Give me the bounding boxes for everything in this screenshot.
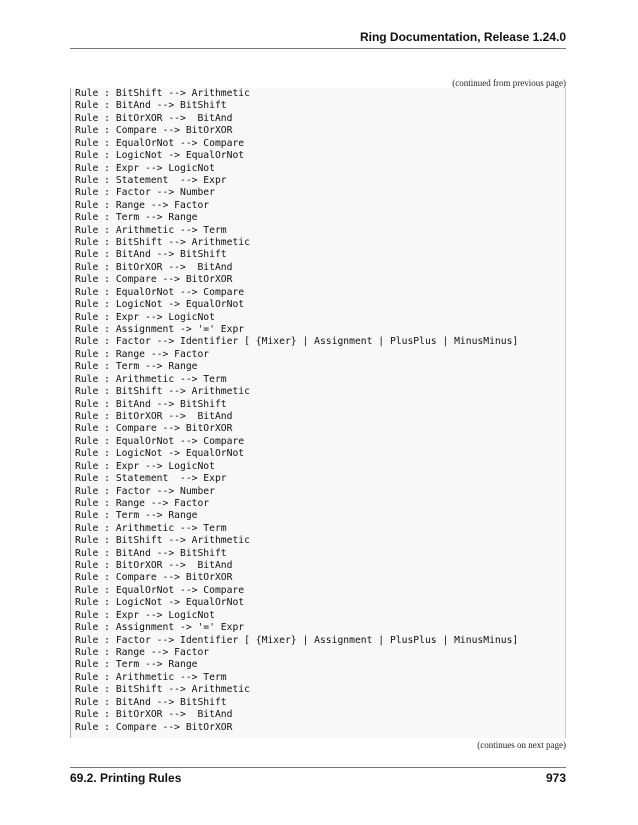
code-line: Rule : EqualOrNot --> Compare [75, 435, 245, 447]
code-line: Rule : Expr --> LogicNot [75, 460, 215, 472]
code-line: Rule : Term --> Range [75, 361, 198, 373]
code-line: Rule : BitOrXOR --> BitAnd [75, 709, 233, 721]
code-line: Rule : Range --> Factor [75, 199, 210, 211]
footer-section-title: 69.2. Printing Rules [70, 771, 182, 785]
code-line: Rule : Term --> Range [75, 510, 198, 522]
code-listing [71, 88, 565, 734]
code-line: Rule : Assignment -> '=' Expr [75, 622, 245, 634]
code-line: Rule : BitShift --> Arithmetic [75, 88, 250, 99]
code-line: Rule : Expr --> LogicNot [75, 162, 215, 174]
code-line: Rule : Term --> Range [75, 212, 198, 224]
code-line: Rule : BitAnd --> BitShift [75, 249, 227, 261]
code-line: Rule : BitShift --> Arithmetic [75, 535, 250, 547]
code-line: Rule : BitOrXOR --> BitAnd [75, 410, 233, 422]
code-line: Rule : Factor --> Number [75, 485, 215, 497]
code-line: Rule : BitShift --> Arithmetic [75, 684, 250, 696]
code-line: Rule : Arithmetic --> Term [75, 522, 227, 534]
code-line: Rule : LogicNot -> EqualOrNot [75, 299, 245, 311]
code-line: Rule : BitOrXOR --> BitAnd [75, 560, 233, 572]
code-line: Rule : BitAnd --> BitShift [75, 100, 227, 112]
code-line: Rule : BitAnd --> BitShift [75, 398, 227, 410]
code-line: Rule : EqualOrNot --> Compare [75, 137, 245, 149]
footer-divider [70, 767, 566, 768]
code-block [70, 88, 566, 738]
code-line: Rule : Range --> Factor [75, 348, 210, 360]
code-line: Rule : Range --> Factor [75, 497, 210, 509]
code-line: Rule : Assignment -> '=' Expr [75, 324, 245, 336]
page-header-title: Ring Documentation, Release 1.24.0 [359, 30, 566, 44]
code-line: Rule : Factor --> Identifier [ {Mixer} | Assignment | PlusPlus | MinusMinus] [75, 336, 519, 348]
code-line: Rule : Term --> Range [75, 659, 198, 671]
code-line: Rule : Compare --> BitOrXOR [75, 274, 233, 286]
code-line: Rule : EqualOrNot --> Compare [75, 584, 245, 596]
code-line: Rule : Range --> Factor [75, 646, 210, 658]
code-line: Rule : BitShift --> Arithmetic [75, 386, 250, 398]
code-line: Rule : Factor --> Number [75, 187, 215, 199]
code-line: Rule : Arithmetic --> Term [75, 224, 227, 236]
footer-page-number: 973 [545, 771, 566, 785]
code-line: Rule : BitAnd --> BitShift [75, 547, 227, 559]
code-line: Rule : LogicNot -> EqualOrNot [75, 597, 245, 609]
code-line: Rule : LogicNot -> EqualOrNot [75, 448, 245, 460]
code-line: Rule : BitOrXOR --> BitAnd [75, 112, 233, 124]
code-line: Rule : Arithmetic --> Term [75, 671, 227, 683]
code-line: Rule : LogicNot -> EqualOrNot [75, 150, 245, 162]
code-line: Rule : BitOrXOR --> BitAnd [75, 261, 233, 273]
code-line: Rule : Compare --> BitOrXOR [75, 125, 233, 137]
code-line: Rule : EqualOrNot --> Compare [75, 286, 245, 298]
code-line: Rule : BitAnd --> BitShift [75, 696, 227, 708]
code-line: Rule : Compare --> BitOrXOR [75, 572, 233, 584]
continued-from-previous-note: (continued from previous page) [452, 78, 566, 88]
code-line: Rule : Factor --> Identifier [ {Mixer} | Assignment | PlusPlus | MinusMinus] [75, 634, 519, 646]
code-line: Rule : Compare --> BitOrXOR [75, 423, 233, 435]
code-line: Rule : BitShift --> Arithmetic [75, 237, 250, 249]
code-line: Rule : Statement --> Expr [75, 473, 227, 485]
code-line: Rule : Arithmetic --> Term [75, 373, 227, 385]
header-divider [70, 48, 566, 49]
code-line: Rule : Expr --> LogicNot [75, 311, 215, 323]
code-line: Rule : Expr --> LogicNot [75, 609, 215, 621]
continues-on-next-note: (continues on next page) [477, 740, 566, 750]
code-line: Rule : Statement --> Expr [75, 174, 227, 186]
code-line: Rule : Compare --> BitOrXOR [75, 721, 233, 733]
